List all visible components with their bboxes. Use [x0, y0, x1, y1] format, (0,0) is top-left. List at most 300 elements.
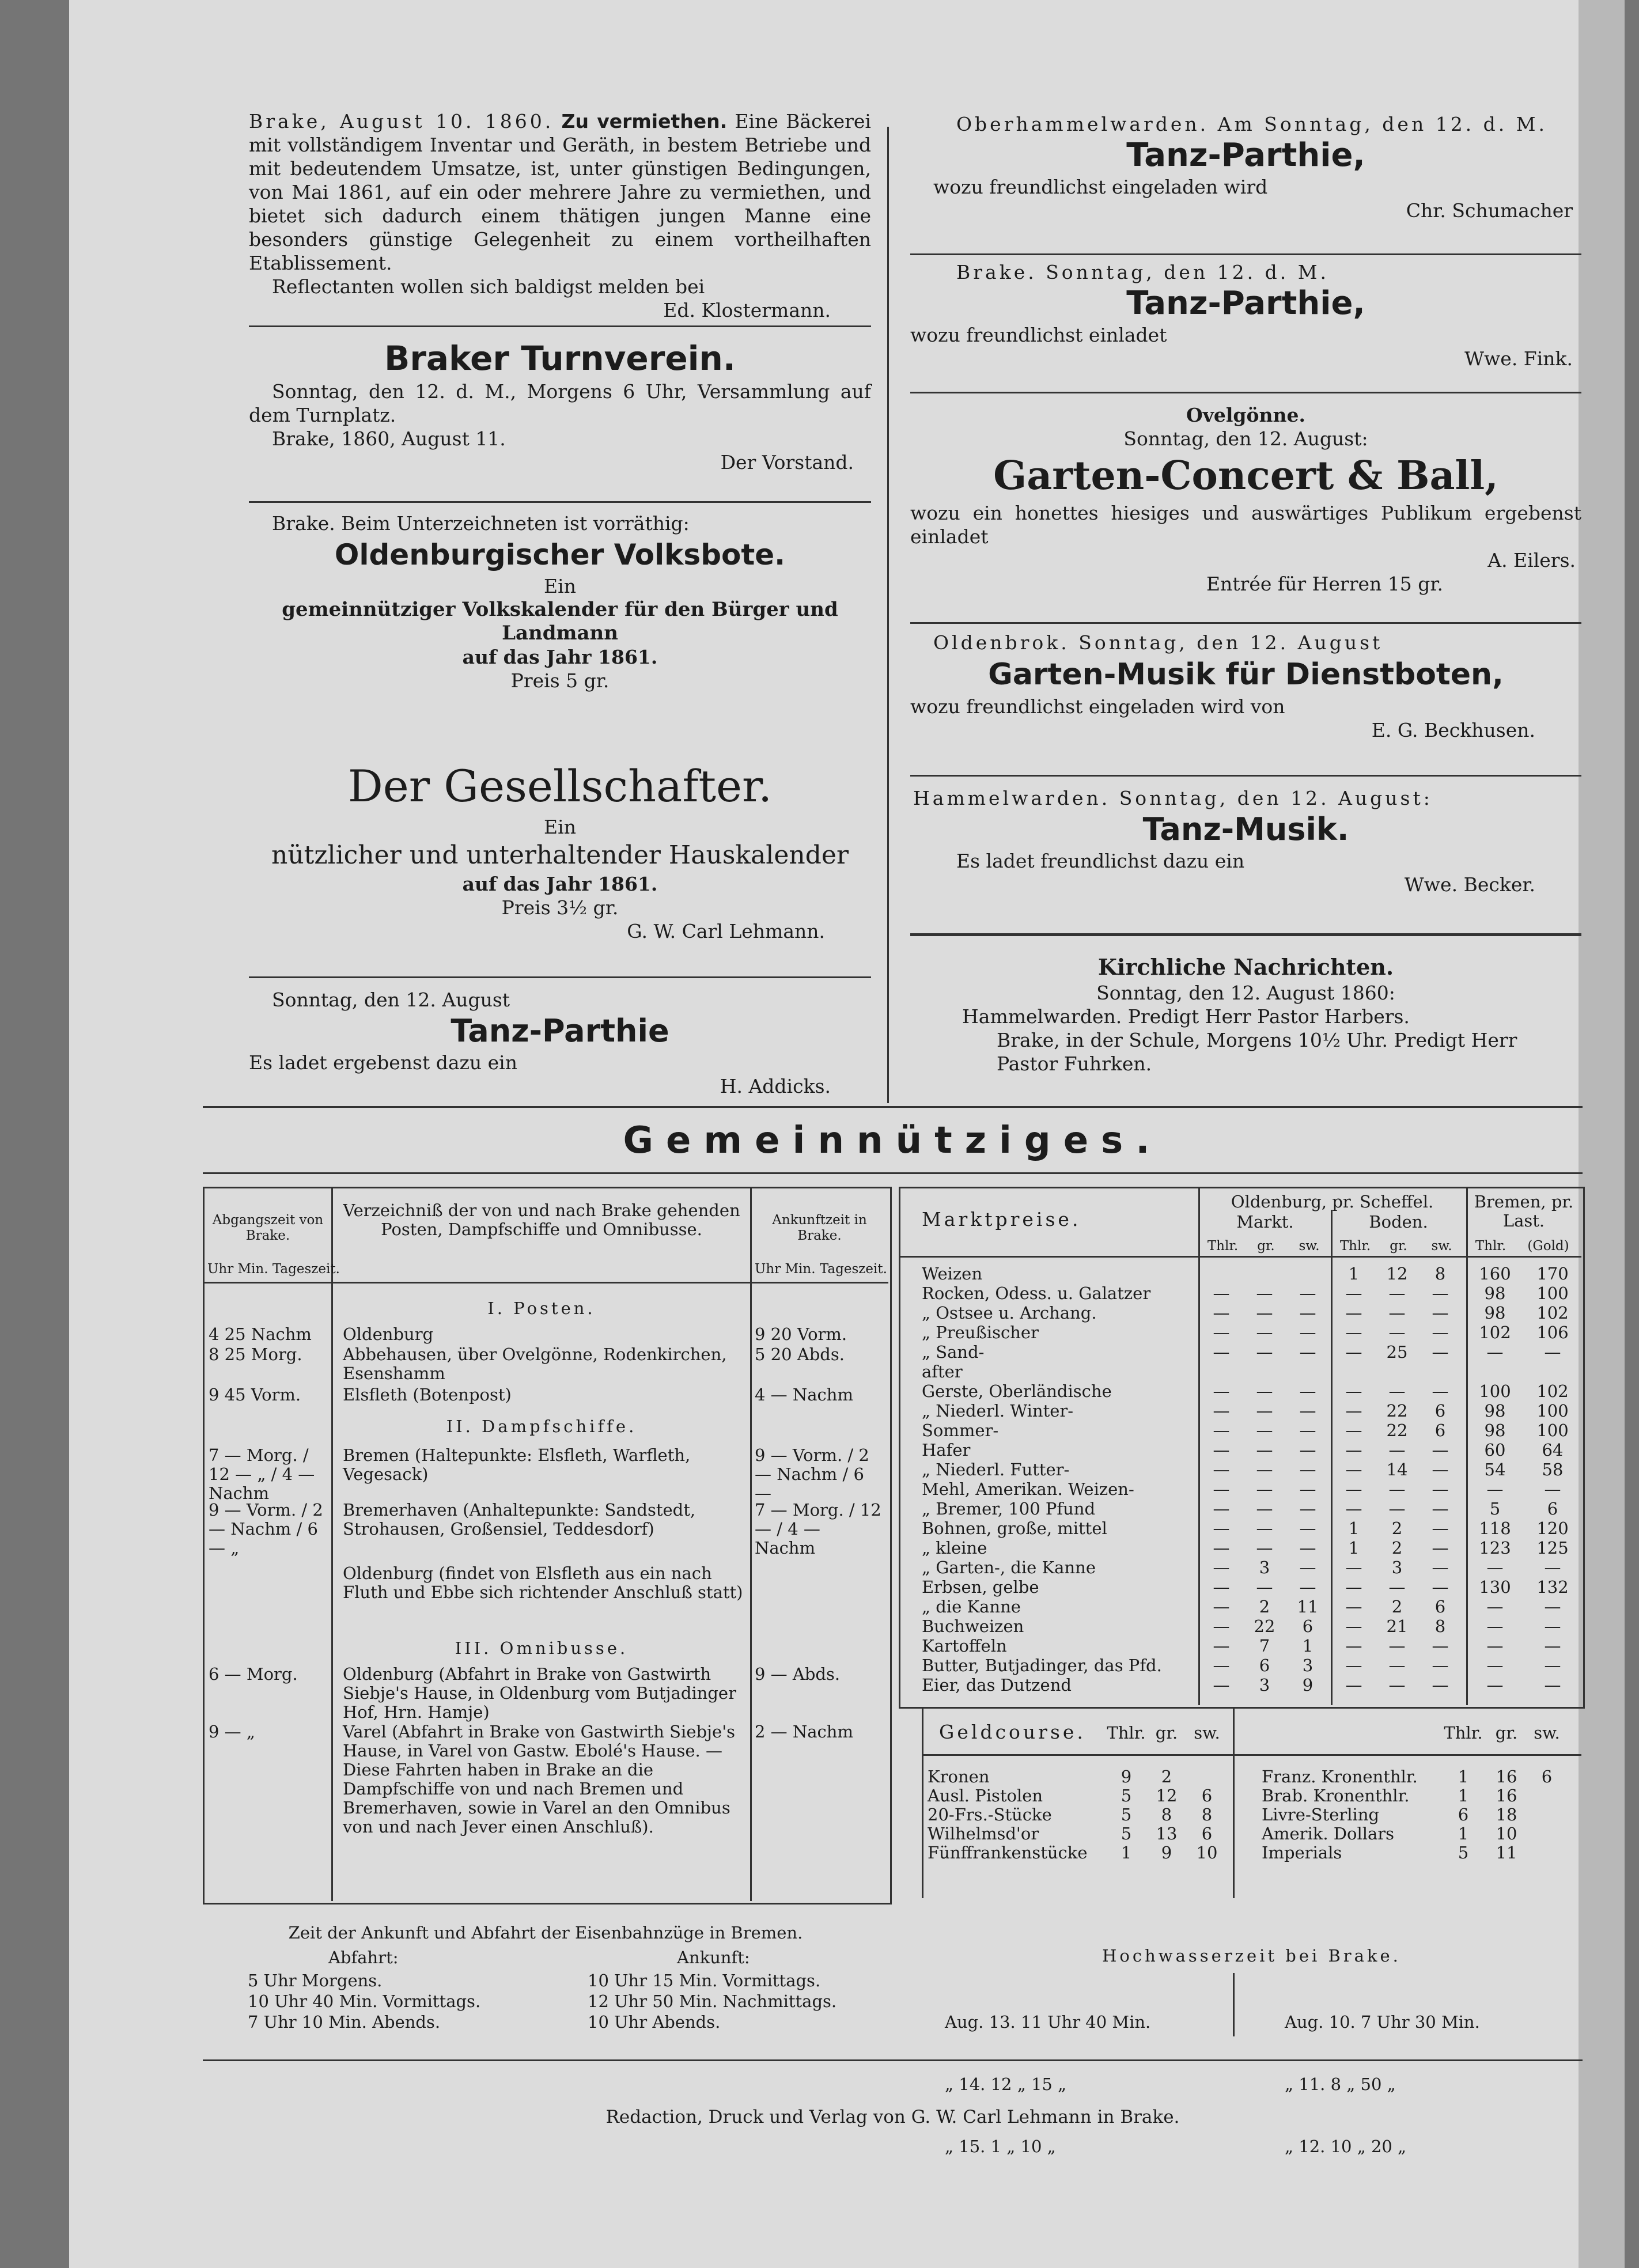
- section-title-gemeinnuetziges: Gemeinnütziges.: [623, 1119, 1163, 1162]
- ad-entree: Entrée für Herren 15 gr.: [1206, 573, 1443, 595]
- market-price: 6: [1259, 1656, 1270, 1675]
- market-price: —: [1432, 1675, 1449, 1695]
- ad-price: Preis 5 gr.: [510, 669, 610, 692]
- market-price: 6: [1434, 1421, 1446, 1440]
- market-price: —: [1486, 1597, 1504, 1616]
- market-price: —: [1432, 1636, 1449, 1656]
- ad-signature: A. Eilers.: [1487, 549, 1576, 571]
- coin-name: Imperials: [1262, 1843, 1342, 1862]
- market-price: —: [1345, 1460, 1362, 1479]
- market-price: —: [1213, 1381, 1230, 1401]
- market-item: Gerste, Oberländische: [922, 1381, 1112, 1401]
- row-arr: 4 — Nachm: [755, 1385, 853, 1404]
- ad-lead: Brake. Beim Unterzeichneten ist vorräthig:: [272, 512, 690, 535]
- market-price: —: [1256, 1460, 1273, 1479]
- market-price: —: [1256, 1283, 1273, 1303]
- market-item: „ Bremer, 100 Pfund: [922, 1499, 1096, 1519]
- unit-label: Thlr.: [1107, 1723, 1146, 1743]
- railway-departures: [248, 1970, 480, 2032]
- market-price: —: [1345, 1323, 1362, 1342]
- market-price: —: [1256, 1323, 1273, 1342]
- ad-signature: Wwe. Becker.: [1404, 873, 1535, 896]
- market-price: 100: [1479, 1381, 1511, 1401]
- market-price: 2: [1391, 1519, 1403, 1538]
- market-price: 3: [1259, 1675, 1270, 1695]
- market-price: —: [1432, 1342, 1449, 1362]
- ad-title: Tanz-Parthie,: [1126, 137, 1365, 174]
- market-price: —: [1486, 1656, 1504, 1675]
- divider: [910, 775, 1581, 777]
- market-price: —: [1345, 1616, 1362, 1636]
- market-price: —: [1299, 1499, 1316, 1519]
- row-text: Bremen (Haltepunkte: Elsfleth, Warfleth, Vegesack): [343, 1445, 691, 1484]
- market-item: Hafer: [922, 1440, 971, 1460]
- railway-dep-head: Abfahrt:: [328, 1948, 399, 1967]
- market-price: 54: [1484, 1460, 1506, 1479]
- ad-text: wozu freundlichst einladet: [910, 324, 1167, 346]
- market-price: 64: [1542, 1440, 1564, 1460]
- market-price: —: [1345, 1597, 1362, 1616]
- market-item: Mehl, Amerikan. Weizen-: [922, 1479, 1134, 1499]
- coin-name: Brab. Kronenthlr.: [1262, 1786, 1410, 1805]
- unit-label: (Gold): [1527, 1239, 1569, 1254]
- market-item: „ die Kanne: [922, 1597, 1021, 1616]
- market-price: 11: [1297, 1597, 1319, 1616]
- market-price: —: [1388, 1440, 1406, 1460]
- row-dep: 8 25 Morg.: [209, 1345, 302, 1364]
- market-price: —: [1544, 1656, 1561, 1675]
- market-price: —: [1299, 1519, 1316, 1538]
- coin-rate: 12: [1156, 1786, 1178, 1805]
- market-price: —: [1213, 1440, 1230, 1460]
- unit-label: gr.: [1257, 1239, 1275, 1254]
- imprint: Redaction, Druck und Verlag von G. W. Carl Lehmann in Brake.: [605, 2107, 1180, 2127]
- ad-signature: G. W. Carl Lehmann.: [627, 920, 825, 942]
- row-dep: 9 — „: [209, 1722, 255, 1741]
- market-price: —: [1432, 1381, 1449, 1401]
- ad-text: Eine Bäckerei mit vollständigem Inventar und Geräth, in bestem Betriebe und mit bedeutendem Umsatze, ist, unter günstigen Bedingungen, von Mai 1861, auf ein oder mehrere Jahre zu vermiethen, und bietet sich dadurch einem thätigen jungen Manne eine besonders günstige Gelegenheit zu einem vortheilhaften Etablissement.: [249, 110, 871, 274]
- coin-name: Amerik. Dollars: [1262, 1824, 1395, 1843]
- market-price: —: [1345, 1558, 1362, 1577]
- market-item: Eier, das Dutzend: [922, 1675, 1072, 1695]
- market-price: —: [1432, 1283, 1449, 1303]
- ad-lead: Oberhammelwarden. Am Sonntag, den 12. d. M.: [956, 113, 1548, 135]
- market-price: —: [1345, 1636, 1362, 1656]
- market-price: —: [1388, 1323, 1406, 1342]
- market-price: —: [1213, 1479, 1230, 1499]
- market-price: 118: [1479, 1519, 1511, 1538]
- market-price: 6: [1302, 1616, 1314, 1636]
- market-item: „ Niederl. Winter-: [922, 1401, 1074, 1421]
- divider: [910, 933, 1581, 936]
- coin-rate: 1: [1458, 1767, 1469, 1786]
- market-item: Kartoffeln: [922, 1636, 1007, 1656]
- market-price: 130: [1479, 1577, 1511, 1597]
- ad-note: Reflectanten wollen sich baldigst melden bei: [272, 275, 705, 298]
- market-price: —: [1345, 1675, 1362, 1695]
- market-price: —: [1388, 1577, 1406, 1597]
- market-price: —: [1299, 1303, 1316, 1323]
- market-price: 102: [1479, 1323, 1511, 1342]
- market-price: —: [1432, 1323, 1449, 1342]
- market-price: —: [1299, 1381, 1316, 1401]
- market-price: —: [1388, 1656, 1406, 1675]
- ad-signature: Chr. Schumacher: [1406, 199, 1573, 222]
- market-price: —: [1256, 1303, 1273, 1323]
- market-price: —: [1213, 1519, 1230, 1538]
- exchange-title: Geldcourse.: [939, 1721, 1086, 1743]
- market-price: 3: [1259, 1558, 1270, 1577]
- coin-rate: 16: [1496, 1786, 1517, 1805]
- ad-lead: Brake, August 10. 1860.: [249, 110, 554, 132]
- market-price: 170: [1536, 1264, 1569, 1283]
- market-price: —: [1345, 1283, 1362, 1303]
- market-price: —: [1544, 1342, 1561, 1362]
- row-arr: 9 — Vorm. / 2 — Nachm / 6 —: [755, 1445, 869, 1503]
- market-item: Bohnen, große, mittel: [922, 1519, 1107, 1538]
- section-posts: I. Posten.: [487, 1298, 596, 1318]
- ad-text: wozu ein honettes hiesiges und auswärtiges Publikum ergebenst einladet: [910, 502, 1581, 548]
- market-price: 25: [1386, 1342, 1408, 1362]
- coin-rate: 6: [1541, 1767, 1553, 1786]
- market-price: —: [1256, 1401, 1273, 1421]
- market-price: —: [1345, 1381, 1362, 1401]
- ad-title: Garten-Concert & Ball,: [993, 453, 1498, 499]
- table-rule: [900, 1256, 1581, 1258]
- ad-schumacher: [910, 112, 1581, 222]
- market-item: „ Garten-, die Kanne: [922, 1558, 1096, 1577]
- market-price: —: [1299, 1538, 1316, 1558]
- railway-arr: 10 Uhr 15 Min. Vormittags.: [588, 1971, 821, 1990]
- market-item: Erbsen, gelbe: [922, 1577, 1039, 1597]
- unit-label: sw.: [1194, 1723, 1220, 1743]
- market-price: 102: [1536, 1303, 1569, 1323]
- market-price: —: [1299, 1401, 1316, 1421]
- coin-rate: 6: [1458, 1805, 1469, 1824]
- market-price: 100: [1536, 1283, 1569, 1303]
- ad-title: Tanz-Parthie: [451, 1013, 669, 1049]
- coin-rate: 6: [1201, 1786, 1213, 1805]
- market-price: —: [1544, 1558, 1561, 1577]
- header-oldenburg: Oldenburg, pr. Scheffel.: [1231, 1192, 1434, 1211]
- market-price: —: [1486, 1616, 1504, 1636]
- market-item: „ Ostsee u. Archang.: [922, 1303, 1097, 1323]
- coin-name: Ausl. Pistolen: [928, 1786, 1043, 1805]
- church-line: Hammelwarden. Predigt Herr Pastor Harbers.: [962, 1005, 1410, 1028]
- market-price: —: [1213, 1421, 1230, 1440]
- unit-label: Thlr.: [1207, 1239, 1239, 1254]
- ad-signature: E. G. Beckhusen.: [1371, 719, 1535, 741]
- market-price: —: [1299, 1558, 1316, 1577]
- header-arrival: Ankunftzeit in Brake.: [772, 1213, 867, 1243]
- market-price: 100: [1536, 1401, 1569, 1421]
- market-price: —: [1213, 1558, 1230, 1577]
- market-price: —: [1432, 1440, 1449, 1460]
- market-price: —: [1388, 1283, 1406, 1303]
- coin-rate: 8: [1161, 1805, 1172, 1824]
- coin-rate: 16: [1496, 1767, 1517, 1786]
- market-price: 8: [1434, 1264, 1446, 1283]
- kirchliche-nachrichten: [910, 953, 1581, 1076]
- row-text: Oldenburg (findet von Elsfleth aus ein nach Fluth und Ebbe sich richtender Anschluß statt): [343, 1563, 743, 1602]
- market-item: Weizen: [922, 1264, 982, 1283]
- ad-price: Preis 3½ gr.: [501, 896, 619, 919]
- church-date: Sonntag, den 12. August 1860:: [1096, 982, 1395, 1004]
- ad-date: Brake, 1860, August 11.: [272, 427, 506, 450]
- market-item: Rocken, Odess. u. Galatzer: [922, 1283, 1151, 1303]
- highwater-title: Hochwasserzeit bei Brake.: [1102, 1946, 1401, 1966]
- railway-dep: 7 Uhr 10 Min. Abends.: [248, 2012, 441, 2032]
- unit-label: Thlr.: [1444, 1723, 1483, 1743]
- coin-rate: 5: [1121, 1805, 1132, 1824]
- market-price: —: [1486, 1636, 1504, 1656]
- market-price: 9: [1302, 1675, 1314, 1695]
- unit-label: sw.: [1299, 1239, 1320, 1254]
- market-price: —: [1213, 1323, 1230, 1342]
- header-bremen: Bremen, pr. Last.: [1474, 1192, 1574, 1230]
- row-text: Elsfleth (Botenpost): [343, 1385, 512, 1404]
- railway-dep: 5 Uhr Morgens.: [248, 1971, 383, 1990]
- market-price: —: [1256, 1479, 1273, 1499]
- coin-name: Wilhelmsd'or: [928, 1824, 1039, 1843]
- ad-ein: Ein: [544, 575, 576, 597]
- divider: [910, 392, 1581, 393]
- row-arr: 7 — Morg. / 12 — / 4 — Nachm: [755, 1500, 881, 1558]
- market-price: —: [1213, 1675, 1230, 1695]
- market-price: 6: [1434, 1401, 1446, 1421]
- market-price: —: [1299, 1479, 1316, 1499]
- ad-text: wozu freundlichst eingeladen wird von: [910, 695, 1285, 718]
- market-price: —: [1432, 1656, 1449, 1675]
- header-register: Verzeichniß der von und nach Brake gehenden Posten, Dampfschiffe und Omnibusse.: [343, 1201, 740, 1239]
- market-price: 58: [1542, 1460, 1564, 1479]
- market-price: —: [1432, 1479, 1449, 1499]
- table-rule: [1466, 1188, 1468, 1705]
- ad-text: Es ladet freundlichst dazu ein: [956, 850, 1245, 872]
- market-price: —: [1299, 1421, 1316, 1440]
- row-arr: 2 — Nachm: [755, 1722, 853, 1741]
- market-price: —: [1213, 1656, 1230, 1675]
- coin-name: Livre-Sterling: [1262, 1805, 1380, 1824]
- market-price: —: [1213, 1577, 1230, 1597]
- ad-gesellschafter: [249, 758, 871, 943]
- coin-rate: 9: [1161, 1843, 1172, 1862]
- market-price: 8: [1434, 1616, 1446, 1636]
- ad-lead: Hammelwarden. Sonntag, den 12. August:: [913, 787, 1433, 809]
- coin-rate: 1: [1458, 1824, 1469, 1843]
- row-text: Varel (Abfahrt in Brake von Gastwirth Siebje's Hause, in Varel von Gastw. Ebolé's Hause. — Diese Fahrten haben in Brake an die Dampfschiffe von und nach Bremen und Bremerhaven, sowie in Varel an den Omnibus von und nach Jever einen Anschluß).: [343, 1722, 736, 1837]
- ad-turnverein: [249, 337, 871, 474]
- market-price: —: [1486, 1675, 1504, 1695]
- railway-arr-head: Ankunft:: [677, 1948, 750, 1967]
- market-price: —: [1486, 1342, 1504, 1362]
- market-price: 160: [1479, 1264, 1511, 1283]
- coin-rate: 11: [1496, 1843, 1517, 1862]
- section-omnibus: III. Omnibusse.: [455, 1638, 629, 1658]
- column-rule: [887, 127, 889, 1103]
- market-price: 2: [1259, 1597, 1270, 1616]
- coin-rate: 13: [1156, 1824, 1178, 1843]
- table-rule: [1233, 1708, 1235, 1898]
- railway-arr: 12 Uhr 50 Min. Nachmittags.: [588, 1991, 837, 2011]
- market-price: 3: [1302, 1656, 1314, 1675]
- row-dep: 9 — Vorm. / 2 — Nachm / 6 — „: [209, 1500, 323, 1558]
- coin-rate: 5: [1121, 1824, 1132, 1843]
- market-title: Marktpreise.: [922, 1208, 1081, 1230]
- market-price: —: [1256, 1440, 1273, 1460]
- market-price: —: [1256, 1421, 1273, 1440]
- market-price: 132: [1536, 1577, 1569, 1597]
- market-price: —: [1388, 1303, 1406, 1323]
- market-price: —: [1544, 1597, 1561, 1616]
- row-text: Bremerhaven (Anhaltepunkte: Sandstedt, Strohausen, Großensiel, Teddesdorf): [343, 1500, 696, 1539]
- ad-addicks: [249, 988, 871, 1098]
- ad-title: Tanz-Parthie,: [1126, 285, 1365, 322]
- market-item: Butter, Butjadinger, das Pfd.: [922, 1656, 1162, 1675]
- coin-rate: 18: [1496, 1805, 1517, 1824]
- ad-signature: Der Vorstand.: [720, 451, 854, 474]
- market-price: 5: [1489, 1499, 1501, 1519]
- coin-name: Kronen: [928, 1767, 990, 1786]
- coin-rate: 8: [1201, 1805, 1213, 1824]
- railway-dep: 10 Uhr 40 Min. Vormittags.: [248, 1991, 481, 2011]
- divider: [249, 501, 871, 503]
- market-price: 123: [1479, 1538, 1511, 1558]
- market-price: 98: [1484, 1303, 1506, 1323]
- market-price: 21: [1386, 1616, 1408, 1636]
- market-price: —: [1432, 1558, 1449, 1577]
- unit-label: gr.: [1155, 1723, 1178, 1743]
- section-title: Kirchliche Nachrichten.: [1097, 954, 1394, 980]
- market-price: —: [1213, 1597, 1230, 1616]
- unit-label: sw.: [1534, 1723, 1560, 1743]
- market-price: —: [1544, 1479, 1561, 1499]
- ad-beckhusen: [910, 631, 1581, 742]
- ad-desc: gemeinnütziger Volkskalender für den Bürger und Landmann: [282, 598, 838, 645]
- ad-year: auf das Jahr 1861.: [462, 646, 658, 668]
- market-price: —: [1256, 1577, 1273, 1597]
- header-units: Uhr Min. Tageszeit.: [755, 1262, 887, 1277]
- market-price: —: [1432, 1499, 1449, 1519]
- market-price: —: [1213, 1538, 1230, 1558]
- market-price: 98: [1484, 1283, 1506, 1303]
- highwater-right: [1285, 1970, 1480, 2178]
- ad-title: Braker Turnverein.: [384, 339, 736, 378]
- market-price: —: [1256, 1538, 1273, 1558]
- market-price: 12: [1386, 1264, 1408, 1283]
- market-item: „ kleine: [922, 1538, 987, 1558]
- market-price: 1: [1348, 1519, 1360, 1538]
- ad-title: Oldenburgischer Volksbote.: [334, 538, 786, 571]
- ad-date: Sonntag, den 12. August:: [1123, 427, 1368, 450]
- header-departure: Abgangszeit von Brake.: [212, 1213, 324, 1243]
- ad-date: Sonntag, den 12. August: [272, 989, 510, 1011]
- coin-rate: 1: [1458, 1786, 1469, 1805]
- unit-label: Thlr.: [1339, 1239, 1371, 1254]
- ad-signature: H. Addicks.: [720, 1075, 831, 1097]
- ad-title: Tanz-Musik.: [1142, 811, 1349, 847]
- header-markt: Markt.: [1236, 1212, 1294, 1232]
- divider: [249, 976, 871, 978]
- coin-name: Fünffrankenstücke: [928, 1843, 1088, 1862]
- market-price: 6: [1547, 1499, 1558, 1519]
- ad-desc: nützlicher und unterhaltender Hauskalender: [271, 840, 849, 870]
- market-price: —: [1486, 1558, 1504, 1577]
- church-line: Brake, in der Schule, Morgens 10½ Uhr. Predigt Herr Pastor Fuhrken.: [997, 1029, 1517, 1075]
- market-price: —: [1213, 1499, 1230, 1519]
- market-item: „ Niederl. Futter-: [922, 1460, 1070, 1479]
- coin-name: 20-Frs.-Stücke: [928, 1805, 1052, 1824]
- market-price: —: [1345, 1401, 1362, 1421]
- ad-eilers: [910, 403, 1581, 596]
- highwater-entry: „ 14. 12 „ 15 „: [945, 2074, 1067, 2094]
- table-rule: [1198, 1188, 1200, 1705]
- market-price: —: [1256, 1499, 1273, 1519]
- ad-becker: [910, 786, 1581, 896]
- ad-text: Es ladet ergebenst dazu ein: [249, 1051, 517, 1074]
- divider: [910, 622, 1581, 624]
- row-text: Abbehausen, über Ovelgönne, Rodenkirchen, Esenshamm: [343, 1345, 727, 1383]
- unit-label: gr.: [1495, 1723, 1518, 1743]
- market-price: —: [1299, 1577, 1316, 1597]
- market-price: —: [1388, 1479, 1406, 1499]
- market-price: 14: [1386, 1460, 1408, 1479]
- market-price: —: [1299, 1283, 1316, 1303]
- market-price: —: [1345, 1440, 1362, 1460]
- table-rule: [750, 1188, 752, 1901]
- market-price: —: [1432, 1303, 1449, 1323]
- market-price: —: [1544, 1636, 1561, 1656]
- row-text: Oldenburg: [343, 1324, 434, 1344]
- ad-place: Ovelgönne.: [1186, 404, 1305, 426]
- ad-title: Der Gesellschafter.: [347, 760, 773, 812]
- market-price: 1: [1348, 1538, 1360, 1558]
- market-price: —: [1432, 1519, 1449, 1538]
- market-price: 6: [1434, 1597, 1446, 1616]
- market-price: —: [1345, 1303, 1362, 1323]
- ad-headline: Zu vermiethen.: [561, 110, 728, 132]
- market-item: „ Preußischer: [922, 1323, 1039, 1342]
- market-price: —: [1345, 1342, 1362, 1362]
- ad-signature: Ed. Klostermann.: [663, 299, 831, 321]
- ad-signature: Wwe. Fink.: [1464, 347, 1573, 370]
- divider: [203, 1106, 1583, 1108]
- ad-ein: Ein: [544, 816, 576, 838]
- market-price: —: [1345, 1577, 1362, 1597]
- market-price: —: [1388, 1499, 1406, 1519]
- coin-rate: 5: [1121, 1786, 1132, 1805]
- market-price: 3: [1391, 1558, 1403, 1577]
- market-item: after: [922, 1362, 963, 1381]
- market-price: 22: [1254, 1616, 1275, 1636]
- row-arr: 9 — Abds.: [755, 1664, 841, 1684]
- market-price: 120: [1536, 1519, 1569, 1538]
- ad-volksbote: [249, 512, 871, 692]
- coin-rate: 10: [1196, 1843, 1218, 1862]
- divider: [203, 2059, 1583, 2061]
- unit-label: Thlr.: [1475, 1239, 1506, 1254]
- market-price: —: [1256, 1519, 1273, 1538]
- market-price: 100: [1536, 1421, 1569, 1440]
- highwater-entry: „ 11. 8 „ 50 „: [1285, 2074, 1396, 2094]
- row-dep: 7 — Morg. / 12 — „ / 4 — Nachm: [209, 1445, 315, 1503]
- market-price: —: [1213, 1401, 1230, 1421]
- market-price: —: [1213, 1616, 1230, 1636]
- coin-rate: 9: [1121, 1767, 1132, 1786]
- table-rule: [331, 1188, 333, 1901]
- market-price: —: [1256, 1342, 1273, 1362]
- ad-klostermann: [249, 109, 871, 322]
